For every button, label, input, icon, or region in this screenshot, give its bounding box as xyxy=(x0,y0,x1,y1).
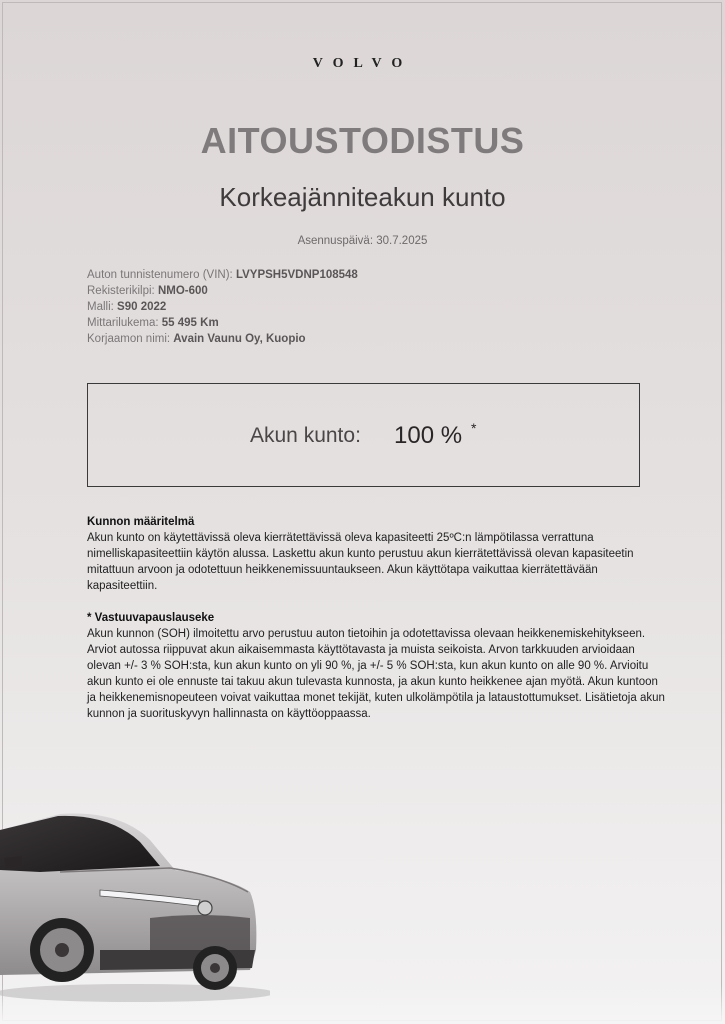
battery-health-value: 100 % xyxy=(394,422,463,449)
model-label: Malli: xyxy=(87,301,114,313)
disclaimer-section xyxy=(87,610,667,722)
workshop-label: Korjaamon nimi: xyxy=(87,333,171,345)
battery-health-footnote-mark: * xyxy=(471,420,477,436)
battery-health-label: Akun kunto: xyxy=(250,424,361,447)
definition-heading: Kunnon määritelmä xyxy=(87,516,195,528)
definition-section xyxy=(87,514,667,594)
model-value: S90 2022 xyxy=(117,301,167,313)
install-date-label: Asennuspäivä: xyxy=(297,235,374,247)
install-date xyxy=(0,235,725,247)
odometer-row xyxy=(87,315,358,331)
install-date-value: 30.7.2025 xyxy=(376,235,428,247)
vin-label: Auton tunnistenumero (VIN): xyxy=(87,269,233,281)
model-row xyxy=(87,299,358,315)
disclaimer-heading: * Vastuuvapauslauseke xyxy=(87,612,215,624)
odometer-value: 55 495 Km xyxy=(161,317,219,329)
disclaimer-body: Akun kunnon (SOH) ilmoitettu arvo perustuu auton tietoihin ja odotettavissa olevaan heikkenemiskehitykseen. Arviot autossa riippuvat akun aikaisemmasta käyttötavasta ja muista seikoista. Arvon tarkkuuden arvioidaan olevan +/- 3 % SOH:sta, kun akun kunto on yli 90 %, ja +/- 5 % SOH:sta, kun akun kunto on alle 90 %. Arvioitu akun kunto ei ole ennuste tai takuu akun tulevasta kunnosta, ja akun kunto heikkenee ajan myötä. Akun kuntoon ja heikkenemisnopeuteen voivat vaikuttaa monet tekijät, kuten ulkolämpötila ja lataustottumukset. Lisätietoja akun kunnon ja suorituskyvyn hallinnasta on käyttöoppaassa. xyxy=(87,628,665,720)
definition-body: Akun kunto on käytettävissä oleva kierrätettävissä oleva kapasiteetti 25ºC:n lämpötilassa verrattuna nimelliskapasiteettiin käytön alussa. Laskettu akun kunto perustuu akun kierrätettävissä olevan kapasiteetin mitattuun arvoon ja odotettuun heikkenemissuuntaukseen. Akun käyttötapa vaikuttaa kierrätettävään kapasiteettiin. xyxy=(87,532,634,592)
vin-row xyxy=(87,267,358,283)
car-image xyxy=(0,800,270,1005)
odometer-label: Mittarilukema: xyxy=(87,317,159,329)
workshop-row xyxy=(87,331,358,347)
page-subtitle: Korkeajänniteakun kunto xyxy=(219,182,506,212)
workshop-value: Avain Vaunu Oy, Kuopio xyxy=(173,333,306,345)
page-title: AITOUSTODISTUS xyxy=(200,120,525,161)
plate-label: Rekisterikilpi: xyxy=(87,285,155,297)
plate-value: NMO-600 xyxy=(157,285,208,297)
plate-row xyxy=(87,283,358,299)
volvo-logo: VOLVO xyxy=(312,56,413,71)
battery-health-box xyxy=(87,383,640,487)
vin-value: LVYPSH5VDNP108548 xyxy=(235,269,358,281)
vehicle-info xyxy=(87,267,358,347)
